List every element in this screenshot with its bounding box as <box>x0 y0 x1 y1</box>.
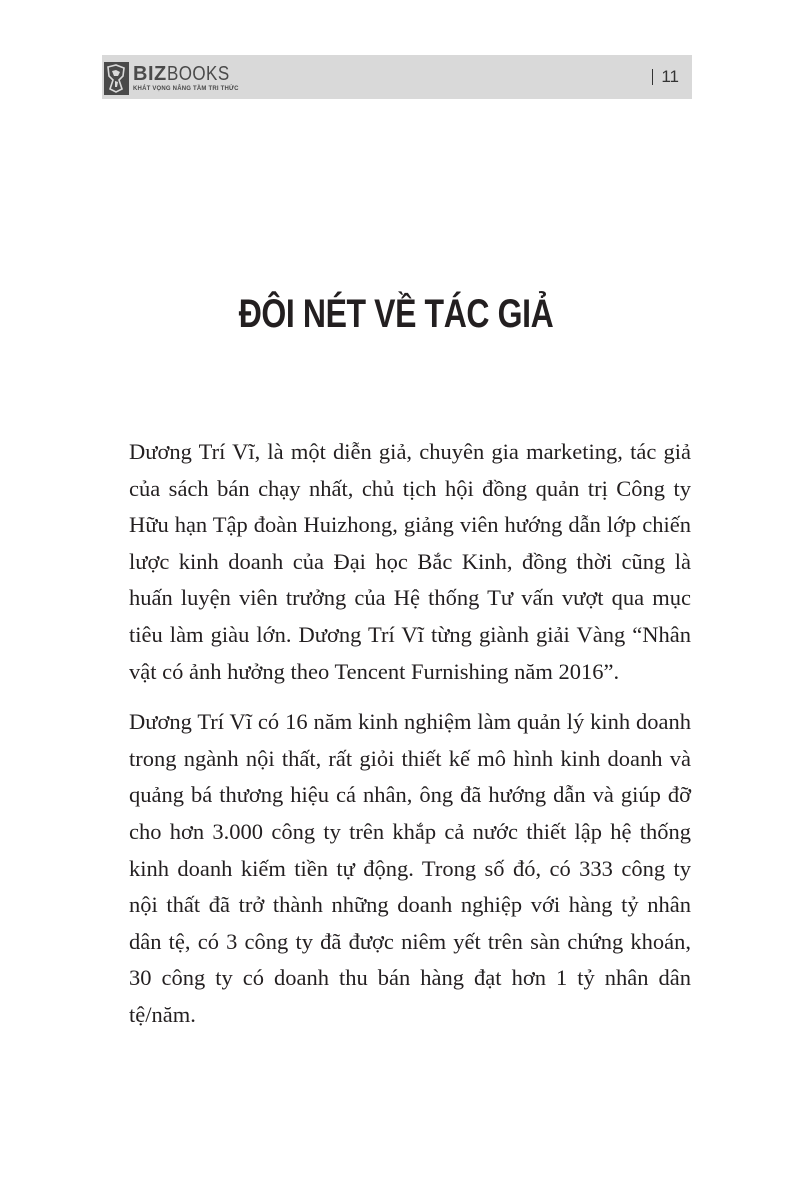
chapter-title: ĐÔI NÉT VỀ TÁC GIẢ <box>238 292 554 336</box>
logo-wordmark <box>133 64 240 92</box>
paragraph-2: Dương Trí Vĩ có 16 năm kinh nghiệm làm quản lý kinh doanh trong ngành nội thất, rất giỏi thiết kế mô hình kinh doanh và quảng bá thương hiệu cá nhân, ông đã hướng dẫn và giúp đỡ cho hơn 3.000 công ty trên khắp cả nước thiết lập hệ thống kinh doanh kiếm tiền tự động. Trong số đó, có 333 công ty nội thất đã trở thành những doanh nghiệp với hàng tỷ nhân dân tệ, có 3 công ty đã được niêm yết trên sàn chứng khoán, 30 công ty có doanh thu bán hàng đạt hơn 1 tỷ nhân dân tệ/năm. <box>129 709 691 1027</box>
logo-brand-bold: BIZ <box>133 63 167 85</box>
logo-tagline: KHÁT VỌNG NÂNG TẦM TRI THỨC <box>133 86 239 92</box>
page-number <box>652 67 679 87</box>
logo-brand-light: BOOKS <box>166 63 230 85</box>
page-number-value: 11 <box>661 67 679 86</box>
publisher-logo <box>104 60 240 96</box>
paragraph-1: Dương Trí Vĩ, là một diễn giả, chuyên gia marketing, tác giả của sách bán chạy nhất, chủ tịch hội đồng quản trị Công ty Hữu hạn Tập đoàn Huizhong, giảng viên hướng dẫn lớp chiến lược kinh doanh của Đại học Bắc Kinh, đồng thời cũng là huấn luyện viên trưởng của Hệ thống Tư vấn vượt qua mục tiêu làm giàu lớn. Dương Trí Vĩ từng giành giải Vàng “Nhân vật có ảnh hưởng theo Tencent Furnishing năm 2016”. <box>129 439 691 684</box>
body-text <box>129 434 691 1048</box>
bizbooks-logo-icon <box>104 62 129 95</box>
page-number-divider <box>652 69 654 85</box>
logo-brand-name <box>133 64 240 84</box>
